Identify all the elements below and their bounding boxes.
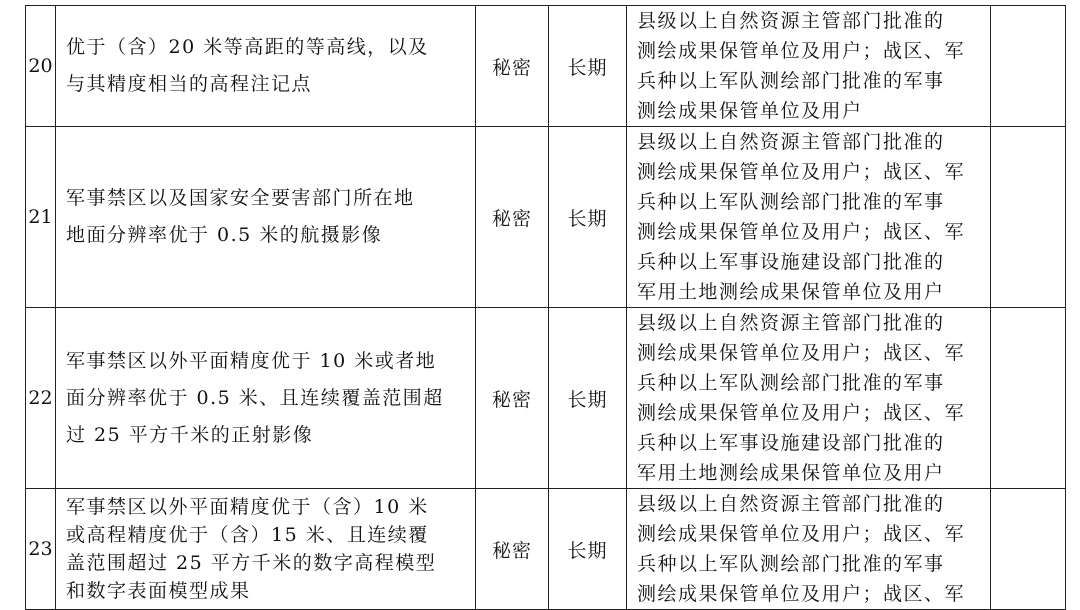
scope-line: 测绘成果保管单位及用户；战区、军 [637,402,966,424]
note-cell [991,308,1066,489]
content-cell [56,308,476,489]
secret-level: 秘密 [476,127,549,308]
scope-line: 兵种以上军队测绘部门批准的军事 [637,553,945,575]
content-line: 与其精度相当的高程注记点 [66,73,313,95]
scope-cell [627,489,991,610]
scope-cell [627,127,991,308]
scope-line: 兵种以上军事设施建设部门批准的 [637,251,945,273]
scope-line: 测绘成果保管单位及用户 [637,100,863,122]
scope-line: 县级以上自然资源主管部门批准的 [637,312,945,334]
scope-line: 兵种以上军队测绘部门批准的军事 [637,70,945,92]
content-line: 过 25 平方千米的正射影像 [66,423,314,446]
scope-line: 测绘成果保管单位及用户；战区、军 [637,40,966,62]
secret-level: 秘密 [476,6,549,127]
scope-line: 县级以上自然资源主管部门批准的 [637,131,945,153]
scope-line: 兵种以上军队测绘部门批准的军事 [637,191,945,213]
scope-line: 县级以上自然资源主管部门批准的 [637,493,945,515]
note-cell [991,6,1066,127]
secret-level: 秘密 [476,489,549,610]
row-number: 22 [26,308,56,489]
content-line: 军事禁区以外平面精度优于 10 米或者地 [66,349,437,372]
secrets-table [25,5,1066,610]
row-number: 21 [26,127,56,308]
note-cell [991,127,1066,308]
content-cell [56,127,476,308]
scope-line: 兵种以上军队测绘部门批准的军事 [637,372,945,394]
content-line: 盖范围超过 25 平方千米的数字高程模型 [66,552,437,574]
scope-line: 军用土地测绘成果保管单位及用户 [637,281,945,303]
scope-line: 测绘成果保管单位及用户；战区、军 [637,221,966,243]
content-cell [56,6,476,127]
content-line: 和数字表面模型成果 [66,580,251,602]
content-cell [56,489,476,610]
row-number: 20 [26,6,56,127]
content-line: 地面分辨率优于 0.5 米的航摄影像 [66,224,383,246]
note-cell [991,489,1066,610]
scope-line: 测绘成果保管单位及用户；战区、军 [637,161,966,183]
content-line: 面分辨率优于 0.5 米、且连续覆盖范围超 [66,386,444,409]
secret-period: 长期 [549,6,627,127]
scope-cell [627,308,991,489]
scope-line: 测绘成果保管单位及用户；战区、军 [637,342,966,364]
scope-line: 测绘成果保管单位及用户；战区、军 [637,583,966,605]
secret-period: 长期 [549,127,627,308]
secret-period: 长期 [549,308,627,489]
table-row [26,489,1066,610]
table-row [26,6,1066,127]
row-number: 23 [26,489,56,610]
scope-line: 兵种以上军事设施建设部门批准的 [637,432,945,454]
content-line: 军事禁区以及国家安全要害部门所在地 [66,187,415,209]
content-line: 军事禁区以外平面精度优于（含）10 米 [66,496,429,518]
scope-cell [627,6,991,127]
content-line: 或高程精度优于（含）15 米、且连续覆 [66,524,429,546]
scope-line: 县级以上自然资源主管部门批准的 [637,10,945,32]
secret-level: 秘密 [476,308,549,489]
table-row [26,308,1066,489]
table-row [26,127,1066,308]
secret-period: 长期 [549,489,627,610]
scope-line: 军用土地测绘成果保管单位及用户 [637,462,945,484]
scope-line: 测绘成果保管单位及用户；战区、军 [637,523,966,545]
content-line: 优于（含）20 米等高距的等高线，以及 [66,36,429,58]
